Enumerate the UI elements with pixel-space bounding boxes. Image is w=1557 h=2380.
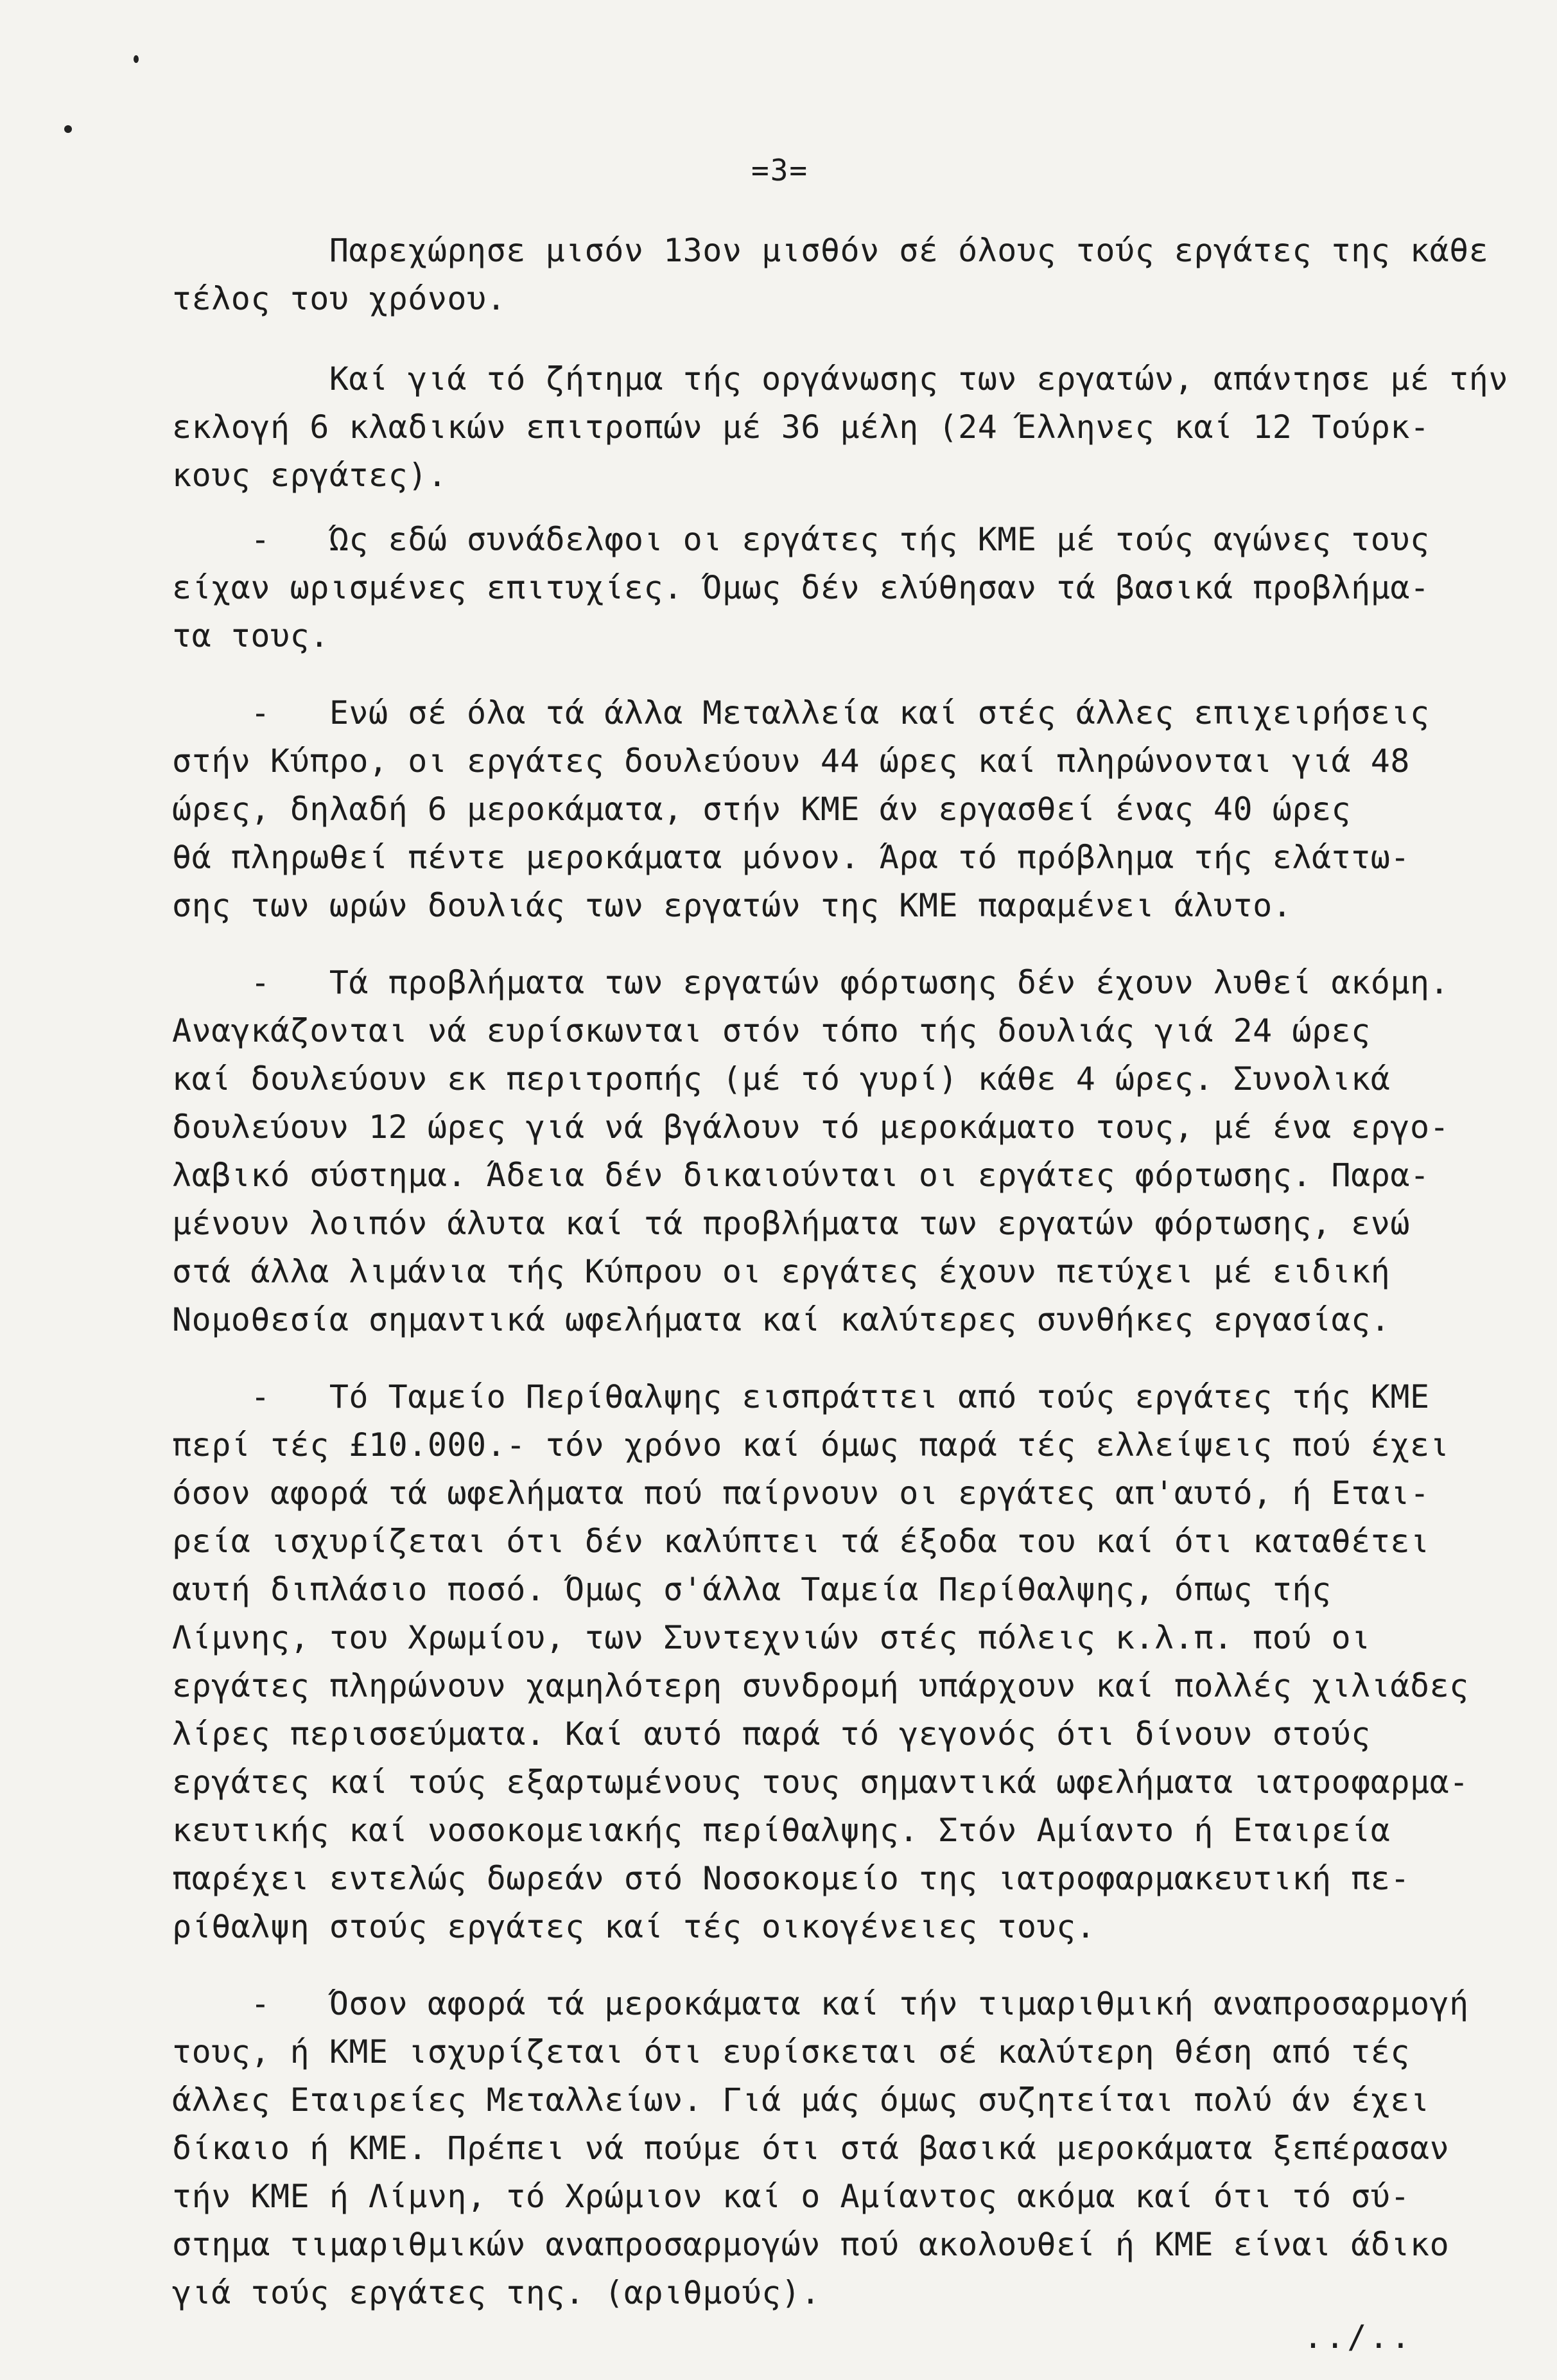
text-line: - Τά προβλήματα των εργατών φόρτωσης δέν έχουν λυθεί ακόμη. (172, 964, 1450, 1001)
text-line: Καί γιά τό ζήτημα τής οργάνωσης των εργατών, απάντησε μέ τήν (172, 360, 1508, 398)
text-line: είχαν ωρισμένες επιτυχίες. Όμως δέν ελύθησαν τά βασικά προβλήμα- (172, 569, 1430, 606)
text-line: τα τους. (172, 617, 329, 654)
continuation-mark: ../.. (1303, 2318, 1413, 2356)
text-line: τήν ΚΜΕ ή Λίμνη, τό Χρώμιον καί ο Αμίαντος ακόμα καί ότι τό σύ- (172, 2178, 1410, 2215)
text-line: Λίμνης, του Χρωμίου, των Συντεχνιών στές πόλεις κ.λ.π. πού οι (172, 1619, 1371, 1656)
scan-speck (64, 125, 72, 133)
page-number: =3= (751, 153, 809, 188)
text-line: αυτή διπλάσιο ποσό. Όμως σ'άλλα Ταμεία Περίθαλψης, όπως τής (172, 1571, 1332, 1608)
text-line: παρέχει εντελώς δωρεάν στό Νοσοκομείο της ιατροφαρμακευτική πε- (172, 1860, 1410, 1897)
text-line: - Όσον αφορά τά μεροκάματα καί τήν τιμαριθμική αναπροσαρμογή (172, 1985, 1469, 2022)
text-line: άλλες Εταιρείες Μεταλλείων. Γιά μάς όμως συζητείται πολύ άν έχει (172, 2081, 1430, 2119)
scan-speck (134, 55, 139, 63)
text-line: εργάτες καί τούς εξαρτωμένους τους σημαντικά ωφελήματα ιατροφαρμα- (172, 1763, 1469, 1801)
text-line: γιά τούς εργάτες της. (αριθμούς). (172, 2274, 821, 2311)
text-line: στά άλλα λιμάνια τής Κύπρου οι εργάτες έχουν πετύχει μέ ειδική (172, 1253, 1391, 1290)
text-line: θά πληρωθεί πέντε μεροκάματα μόνον. Άρα τό πρόβλημα τής ελάττω- (172, 839, 1410, 876)
text-line: δουλεύουν 12 ώρες γιά νά βγάλουν τό μεροκάματο τους, μέ ένα εργο- (172, 1108, 1450, 1146)
text-line: μένουν λοιπόν άλυτα καί τά προβλήματα των εργατών φόρτωσης, ενώ (172, 1205, 1410, 1242)
text-line: καί δουλεύουν εκ περιτροπής (μέ τό γυρί) κάθε 4 ώρες. Συνολικά (172, 1060, 1391, 1098)
text-line: εργάτες πληρώνουν χαμηλότερη συνδρομή υπάρχουν καί πολλές χιλιάδες (172, 1667, 1469, 1704)
text-line: κευτικής καί νοσοκομειακής περίθαλψης. Στόν Αμίαντο ή Εταιρεία (172, 1812, 1391, 1849)
text-line: - Τό Ταμείο Περίθαλψης εισπράττει από τούς εργάτες τής ΚΜΕ (172, 1378, 1430, 1415)
text-line: Παρεχώρησε μισόν 13ον μισθόν σέ όλους τούς εργάτες της κάθε (172, 232, 1489, 269)
text-line: στημα τιμαριθμικών αναπροσαρμογών πού ακολουθεί ή ΚΜΕ είναι άδικο (172, 2226, 1450, 2263)
text-line: δίκαιο ή ΚΜΕ. Πρέπει νά πούμε ότι στά βασικά μεροκάματα ξεπέρασαν (172, 2130, 1450, 2167)
text-line: όσον αφορά τά ωφελήματα πού παίρνουν οι εργάτες απ'αυτό, ή Εται- (172, 1474, 1430, 1512)
text-line: περί τές £10.000.- τόν χρόνο καί όμως παρά τές ελλείψεις πού έχει (172, 1426, 1450, 1464)
text-line: σης των ωρών δουλιάς των εργατών της ΚΜΕ παραμένει άλυτο. (172, 887, 1292, 924)
text-line: ρεία ισχυρίζεται ότι δέν καλύπτει τά έξοδα του καί ότι καταθέτει (172, 1523, 1430, 1560)
text-line: τους, ή ΚΜΕ ισχυρίζεται ότι ευρίσκεται σέ καλύτερη θέση από τές (172, 2033, 1410, 2070)
text-line: ρίθαλψη στούς εργάτες καί τές οικογένειες τους. (172, 1908, 1096, 1945)
text-line: τέλος του χρόνου. (172, 280, 507, 317)
text-line: κους εργάτες). (172, 457, 448, 494)
text-line: - Ενώ σέ όλα τά άλλα Μεταλλεία καί στές άλλες επιχειρήσεις (172, 694, 1430, 731)
text-line: λαβικό σύστημα. Άδεια δέν δικαιούνται οι εργάτες φόρτωσης. Παρα- (172, 1157, 1430, 1194)
text-line: ώρες, δηλαδή 6 μεροκάματα, στήν ΚΜΕ άν εργασθεί ένας 40 ώρες (172, 791, 1352, 828)
text-line: στήν Κύπρο, οι εργάτες δουλεύουν 44 ώρες καί πληρώνονται γιά 48 (172, 742, 1410, 780)
text-line: Νομοθεσία σημαντικά ωφελήματα καί καλύτερες συνθήκες εργασίας. (172, 1301, 1391, 1338)
text-line: Αναγκάζονται νά ευρίσκωνται στόν τόπο τής δουλιάς γιά 24 ώρες (172, 1012, 1371, 1049)
text-line: λίρες περισσεύματα. Καί αυτό παρά τό γεγονός ότι δίνουν στούς (172, 1715, 1371, 1753)
text-line: εκλογή 6 κλαδικών επιτροπών μέ 36 μέλη (24 Έλληνες καί 12 Τούρκ- (172, 408, 1430, 446)
text-line: - Ώς εδώ συνάδελφοι οι εργάτες τής ΚΜΕ μέ τούς αγώνες τους (172, 521, 1430, 558)
